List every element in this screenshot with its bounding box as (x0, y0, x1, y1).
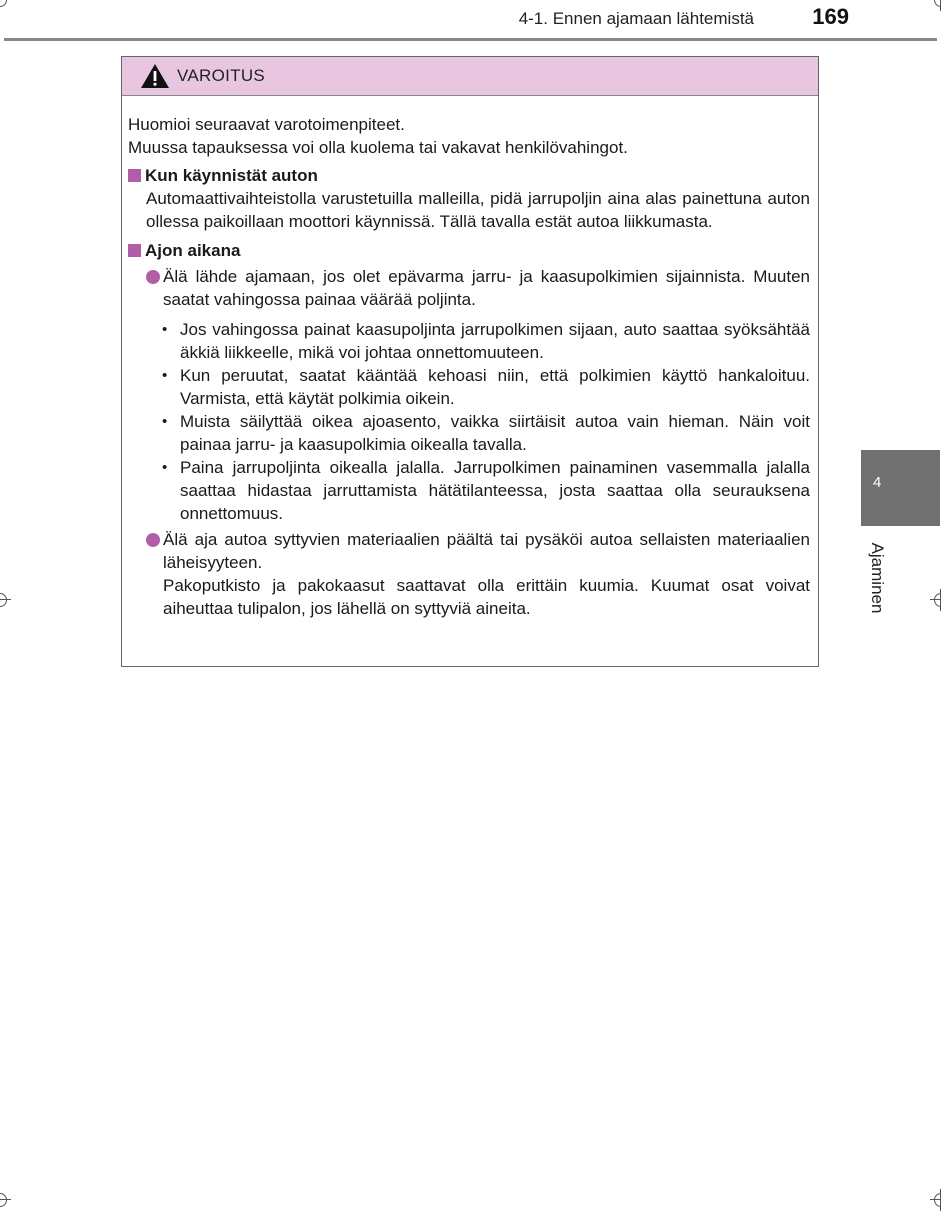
warning-box (121, 56, 819, 667)
registration-mark-mid-right (930, 589, 941, 611)
dot-bullet-icon: • (162, 459, 168, 476)
square-bullet-icon (128, 244, 141, 257)
square-bullet-icon (128, 169, 141, 182)
dot-bullet-icon: • (162, 367, 168, 384)
chapter-number: 4 (873, 474, 882, 491)
chapter-side-tab (861, 450, 940, 526)
registration-mark-top-left (0, 0, 11, 11)
list-item-text: Älä lähde ajamaan, jos olet epävarma jarru- ja kaasupolkimien sijainnista. Muuten saatat vahingossa painaa väärää poljinta. (163, 267, 810, 309)
sub-list-item (162, 410, 810, 456)
sub-list (128, 318, 810, 525)
registration-mark-mid-left (0, 589, 11, 611)
warning-body (122, 96, 818, 620)
warning-label: VAROITUS (177, 66, 266, 85)
section-heading-driving (128, 239, 810, 262)
list-item-text: Älä aja autoa syttyvien materiaalien päältä tai pysäköi autoa sellaisten materiaalien läheisyyteen. (163, 530, 810, 572)
warning-triangle-icon (140, 63, 170, 89)
sub-list-item (162, 364, 810, 410)
sub-list-item (162, 318, 810, 364)
circle-bullet-icon (146, 270, 160, 284)
section-heading-text: Kun käynnistät auton (145, 166, 318, 185)
sub-list-item-text: Jos vahingossa painat kaasupoljinta jarrupolkimen sijaan, auto saattaa syöksähtää äkkiä liikkeelle, mikä voi johtaa onnettomuuteen. (180, 320, 810, 362)
warning-header (122, 57, 818, 96)
registration-mark-top-right (930, 0, 941, 11)
sub-list-item-text: Kun peruutat, saatat kääntää kehoasi niin, että polkimien käyttö hankaloituu. Varmista, että käytät polkimia oikein. (180, 366, 810, 408)
section-paragraph: Automaattivaihteistolla varustetuilla malleilla, pidä jarrupoljin aina alas painettuna auton ollessa paikoillaan moottori käynnissä. Tällä tavalla estät autoa liikkumasta. (146, 189, 810, 231)
chapter-header-title: 4-1. Ennen ajamaan lähtemistä (518, 9, 754, 28)
warning-intro-line: Muussa tapauksessa voi olla kuolema tai vakavat henkilövahingot. (128, 138, 628, 157)
header-rule (4, 38, 937, 41)
chapter-side-label: Ajaminen (868, 542, 887, 614)
sub-list-item-text: Paina jarrupoljinta oikealla jalalla. Jarrupolkimen painaminen vasemmalla jalalla saattaa hidastaa jarruttamista hätätilanteessa, josta saattaa olla seurauksena onnettomuus. (180, 458, 810, 523)
list-item (128, 528, 810, 574)
registration-mark-bottom-right (930, 1189, 941, 1211)
section-heading-text: Ajon aikana (145, 241, 241, 260)
section-heading-starting (128, 164, 810, 187)
list-item (128, 265, 810, 311)
registration-mark-bottom-left (0, 1189, 11, 1211)
sub-list-item-text: Muista säilyttää oikea ajoasento, vaikka siirtäisit autoa vain hieman. Näin voit painaa jarru- ja kaasupolkimia oikealla tavalla. (180, 412, 810, 454)
page-number: 169 (812, 4, 849, 29)
dot-bullet-icon: • (162, 321, 168, 338)
list-item-continuation: Pakoputkisto ja pakokaasut saattavat olla erittäin kuumia. Kuumat osat voivat aiheuttaa tulipalon, jos lähellä on syttyviä aineita. (163, 576, 810, 618)
sub-list-item (162, 456, 810, 525)
dot-bullet-icon: • (162, 413, 168, 430)
warning-intro-line: Huomioi seuraavat varotoimenpiteet. (128, 115, 405, 134)
circle-bullet-icon (146, 533, 160, 547)
